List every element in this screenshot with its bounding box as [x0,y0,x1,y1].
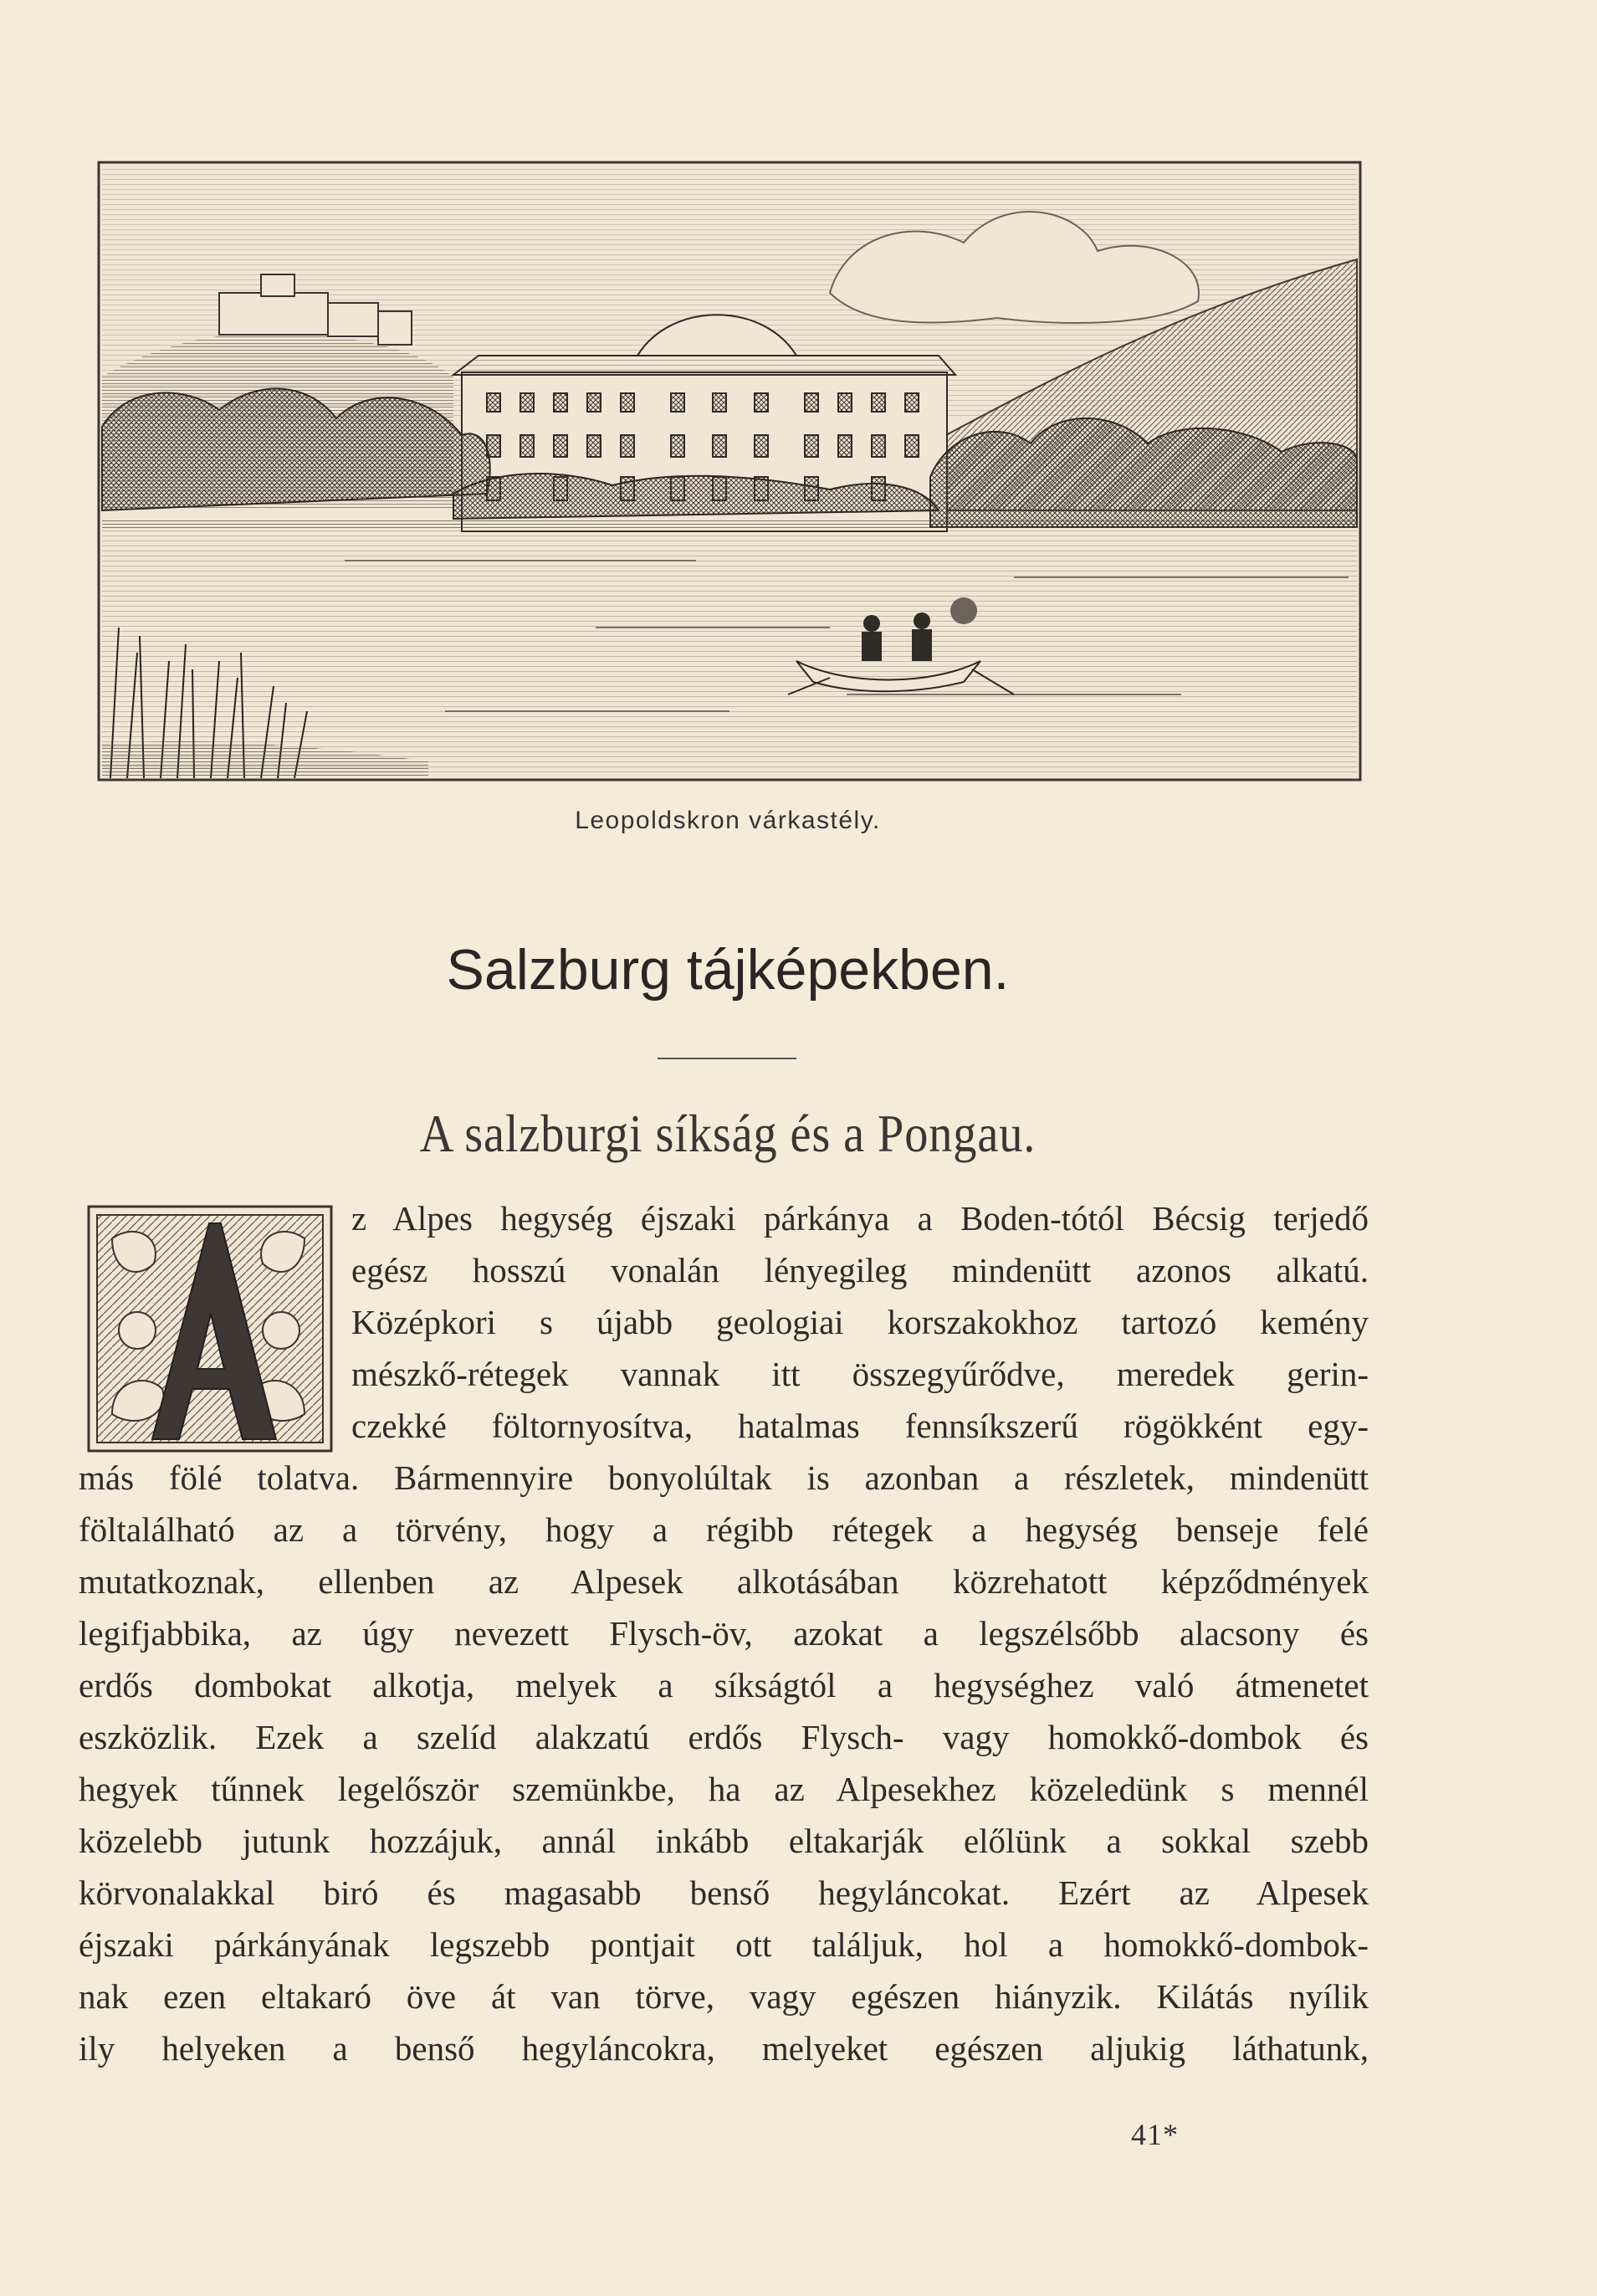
body-line: éjszaki párkányának legszebb pontjait ott találjuk, hol a homokkő-dombok- [79,1925,1369,1964]
floral-ornament-frame-icon [87,1205,333,1453]
body-line: más fölé tolatva. Bármennyire bonyolúltak is azonban a részletek, mindenütt [79,1458,1369,1497]
body-line: Középkori s újabb geologiai korszakokhoz tartozó kemény [351,1303,1369,1341]
body-line: erdős dombokat alkotja, melyek a síkságtól a hegységhez való átmenetet [79,1666,1369,1704]
body-line: egész hosszú vonalán lényegileg mindenütt azonos alkatú. [351,1251,1369,1289]
figure-caption: Leopoldskron várkastély. [575,807,881,834]
body-line: ily helyeken a benső hegyláncokra, melyeket egészen aljukig láthatunk, [79,2029,1369,2068]
body-line: mészkő-rétegek vannak itt összegyűrődve, meredek gerin- [351,1355,1369,1393]
body-line: nak ezen eltakaró öve át van törve, vagy egészen hiányzik. Kilátás nyílik [79,1977,1369,2016]
page-number: 41* [1131,2118,1179,2151]
dropcap-ornament [87,1205,333,1453]
castle-engraving-image [94,159,1365,787]
chapter-title: Salzburg tájképekben. [446,938,1010,1002]
body-line: czekké föltornyosítva, hatalmas fennsíkszerű rögökként egy- [351,1407,1369,1445]
body-line: körvonalakkal biró és magasabb benső hegyláncokat. Ezért az Alpesek [79,1873,1369,1912]
chapter-subtitle: A salzburgi síkság és a Pongau. [419,1104,1037,1163]
body-line: mutatkoznak, ellenben az Alpesek alkotásában közrehatott képződmények [79,1562,1369,1601]
body-line: z Alpes hegység éjszaki párkánya a Boden-tótól Bécsig terjedő [351,1199,1369,1238]
illustration [94,159,1365,787]
body-line: eszközlik. Ezek a szelíd alakzatú erdős Flysch- vagy homokkő-dombok és [79,1718,1369,1756]
title-divider [658,1058,796,1059]
body-line: legifjabbika, az úgy nevezett Flysch-öv, azokat a legszélsőbb alacsony és [79,1614,1369,1653]
body-line: hegyek tűnnek legelőször szemünkbe, ha az Alpesekhez közeledünk s mennél [79,1770,1369,1808]
body-line: közelebb jutunk hozzájuk, annál inkább eltakarják előlünk a sokkal szebb [79,1822,1369,1860]
body-line: föltalálható az a törvény, hogy a régibb rétegek a hegység benseje felé [79,1510,1369,1549]
